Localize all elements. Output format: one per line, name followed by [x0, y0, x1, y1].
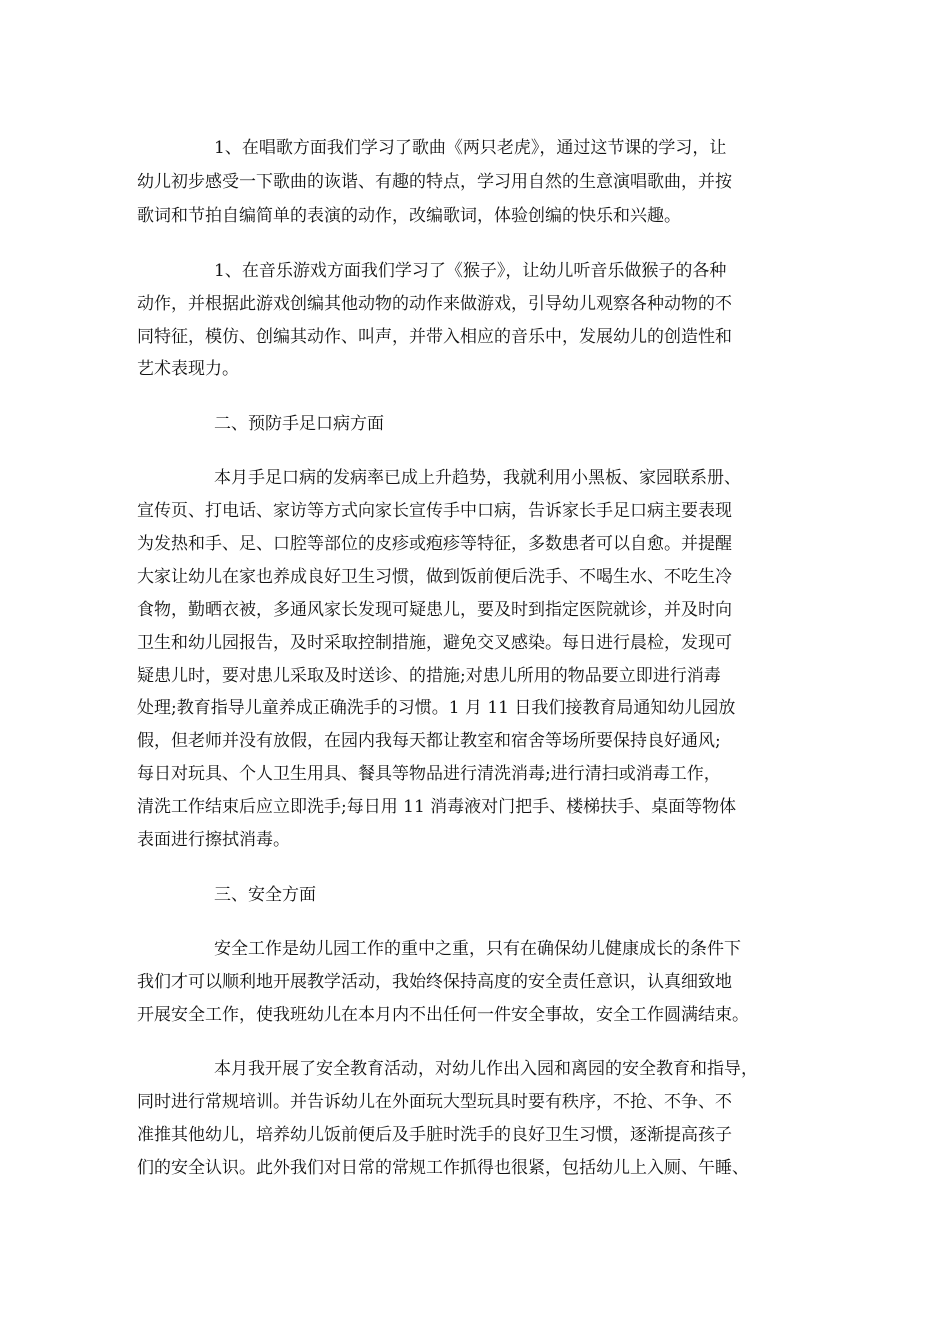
text-line: 我们才可以顺利地开展教学活动，我始终保持高度的安全责任意识，认真细致地: [137, 972, 732, 992]
text-line: 安全工作是幼儿园工作的重中之重，只有在确保幼儿健康成长的条件下: [214, 939, 741, 959]
text-line: 同特征，模仿、创编其动作、叫声，并带入相应的音乐中，发展幼儿的创造性和: [137, 327, 732, 347]
text-line: 为发热和手、足、口腔等部位的皮疹或疱疹等特征，多数患者可以自愈。并提醒: [137, 534, 732, 554]
text-line: 处理;教育指导儿童养成正确洗手的习惯。1 月 11 日我们接教育局通知幼儿园放: [137, 698, 736, 718]
text-line: 大家让幼儿在家也养成良好卫生习惯，做到饭前便后洗手、不喝生水、不吃生冷: [137, 567, 732, 587]
text-line: 开展安全工作，使我班幼儿在本月内不出任何一件安全事故，安全工作圆满结束。: [137, 1005, 749, 1025]
text-line: 每日对玩具、个人卫生用具、餐具等物品进行清洗消毒;进行清扫或消毒工作，: [137, 764, 721, 784]
text-line: 食物，勤晒衣被，多通风家长发现可疑患儿，要及时到指定医院就诊，并及时向: [137, 600, 732, 620]
section-heading: 三、安全方面: [214, 885, 316, 905]
text-line: 1、在唱歌方面我们学习了歌曲《两只老虎》，通过这节课的学习，让: [214, 138, 727, 158]
text-line: 歌词和节拍自编简单的表演的动作，改编歌词，体验创编的快乐和兴趣。: [137, 206, 681, 226]
text-line: 动作，并根据此游戏创编其他动物的动作来做游戏，引导幼儿观察各种动物的不: [137, 294, 732, 314]
text-line: 表面进行擦拭消毒。: [137, 830, 290, 850]
text-line: 卫生和幼儿园报告，及时采取控制措施，避免交叉感染。每日进行晨检，发现可: [137, 633, 732, 653]
text-line: 准推其他幼儿，培养幼儿饭前便后及手脏时洗手的良好卫生习惯，逐渐提高孩子: [137, 1125, 732, 1145]
text-line: 幼儿初步感受一下歌曲的诙谐、有趣的特点，学习用自然的生意演唱歌曲，并按: [137, 172, 732, 192]
text-line: 清洗工作结束后应立即洗手;每日用 11 消毒液对门把手、楼梯扶手、桌面等物体: [137, 797, 737, 817]
text-line: 1、在音乐游戏方面我们学习了《猴子》，让幼儿听音乐做猴子的各种: [214, 261, 727, 281]
section-heading: 二、预防手足口病方面: [214, 414, 384, 434]
text-line: 宣传页、打电话、家访等方式向家长宣传手中口病，告诉家长手足口病主要表现: [137, 501, 732, 521]
text-line: 假，但老师并没有放假，在园内我每天都让教室和宿舍等场所要保持良好通风;: [137, 731, 721, 751]
text-line: 们的安全认识。此外我们对日常的常规工作抓得也很紧，包括幼儿上入厕、午睡、: [137, 1158, 749, 1178]
text-line: 本月我开展了安全教育活动，对幼儿作出入园和离园的安全教育和指导，: [214, 1059, 758, 1079]
text-line: 本月手足口病的发病率已成上升趋势，我就利用小黑板、家园联系册、: [214, 468, 741, 488]
text-line: 同时进行常规培训。并告诉幼儿在外面玩大型玩具时要有秩序，不抢、不争、不: [137, 1092, 732, 1112]
text-line: 艺术表现力。: [137, 359, 239, 379]
text-line: 疑患儿时，要对患儿采取及时送诊、的措施;对患儿所用的物品要立即进行消毒: [137, 666, 721, 686]
